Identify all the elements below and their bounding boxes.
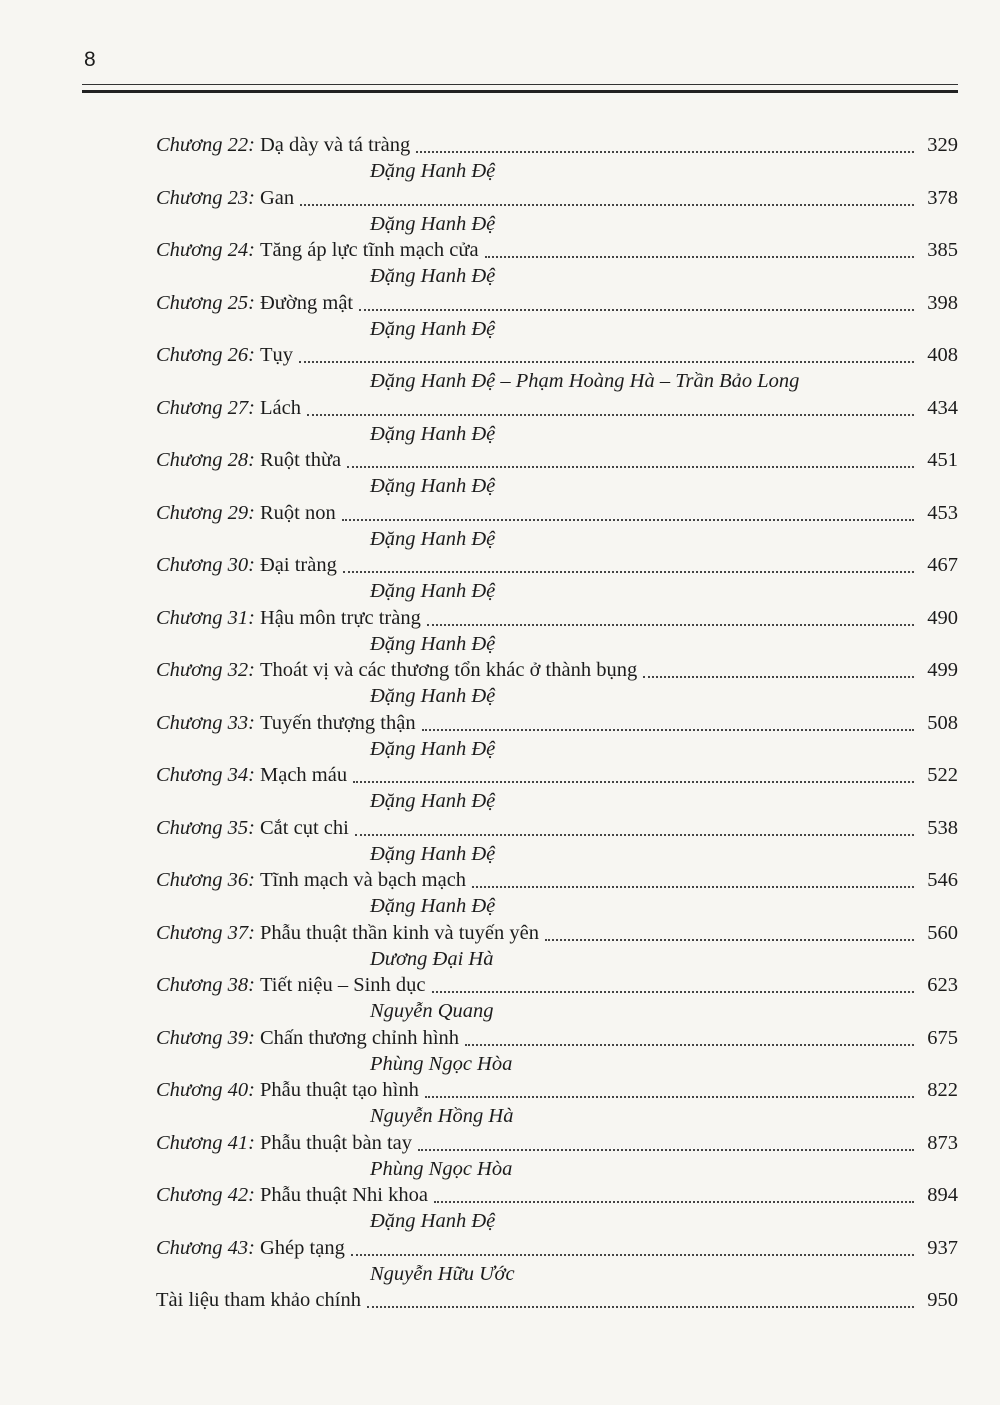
page-number: 8 <box>84 48 96 71</box>
chapter-author: Đặng Hanh Đệ <box>370 790 496 812</box>
chapter-title: Tụy <box>260 344 294 366</box>
chapter-page: 451 <box>927 449 958 471</box>
dot-leader <box>355 834 914 836</box>
toc-line <box>156 920 958 947</box>
chapter-page: 623 <box>927 974 958 996</box>
toc-entry[interactable] <box>156 185 958 238</box>
toc-line <box>156 1130 958 1157</box>
toc-line <box>156 605 958 632</box>
toc-entry[interactable] <box>156 1077 958 1130</box>
toc-entry[interactable] <box>156 920 958 973</box>
toc-line <box>156 1025 958 1052</box>
dot-leader <box>434 1201 914 1203</box>
references-title: Tài liệu tham khảo chính <box>156 1289 361 1311</box>
chapter-author: Đặng Hanh Đệ <box>370 212 496 235</box>
chapter-page: 467 <box>927 554 958 576</box>
chapter-author: Phùng Ngọc Hòa <box>370 1157 513 1180</box>
chapter-page: 894 <box>927 1184 958 1206</box>
chapter-page: 560 <box>927 921 958 944</box>
chapter-title: Lách <box>260 396 301 419</box>
dot-leader <box>299 361 914 363</box>
chapter-label: Chương 35: <box>156 816 255 839</box>
dot-leader <box>472 886 914 888</box>
toc-entry[interactable] <box>156 605 958 658</box>
chapter-label: Chương 28: <box>156 449 255 471</box>
toc-entry[interactable] <box>156 1025 958 1078</box>
chapter-page: 398 <box>927 291 958 314</box>
chapter-label: Chương 41: <box>156 1131 255 1154</box>
chapter-title: Tuyến thượng thận <box>260 711 416 734</box>
toc-entry[interactable] <box>156 1130 958 1183</box>
chapter-label: Chương 23: <box>156 186 255 209</box>
toc-line <box>156 185 958 212</box>
chapter-page: 453 <box>927 501 958 524</box>
chapter-label: Chương 25: <box>156 291 255 314</box>
chapter-page: 508 <box>927 711 958 734</box>
toc-line <box>156 972 958 999</box>
toc-entry[interactable] <box>156 290 958 343</box>
chapter-label: Chương 34: <box>156 764 255 786</box>
chapter-author: Nguyễn Hữu Ước <box>370 1262 515 1285</box>
chapter-label: Chương 31: <box>156 606 255 629</box>
toc-line <box>156 1077 958 1104</box>
chapter-label: Chương 24: <box>156 239 255 261</box>
chapter-author: Đặng Hanh Đệ – Phạm Hoàng Hà – Trần Bảo Long <box>370 370 800 392</box>
chapter-page: 873 <box>927 1131 958 1154</box>
toc-entry[interactable] <box>156 710 958 763</box>
dot-leader <box>359 309 914 311</box>
chapter-label: Chương 37: <box>156 921 255 944</box>
chapter-page: 329 <box>927 134 958 156</box>
toc-line <box>156 395 958 422</box>
header-rule-thick <box>82 90 958 93</box>
chapter-page: 408 <box>927 344 958 366</box>
toc-line <box>156 710 958 737</box>
chapter-label: Chương 27: <box>156 396 255 419</box>
chapter-author: Đặng Hanh Đệ <box>370 317 496 340</box>
chapter-author: Nguyễn Quang <box>370 1000 494 1022</box>
chapter-label: Chương 26: <box>156 344 255 366</box>
chapter-page: 937 <box>927 1236 958 1259</box>
toc-entry[interactable] <box>156 762 958 815</box>
toc-entry[interactable] <box>156 1235 958 1288</box>
toc-line <box>156 657 958 684</box>
dot-leader <box>418 1149 914 1151</box>
chapter-author: Đặng Hanh Đệ <box>370 580 496 602</box>
dot-leader <box>367 1306 914 1308</box>
toc-entry[interactable] <box>156 395 958 448</box>
chapter-page: 822 <box>927 1079 958 1101</box>
dot-leader <box>347 466 914 468</box>
dot-leader <box>353 781 914 783</box>
header-rule-thin <box>82 84 958 85</box>
toc-line <box>156 552 958 579</box>
chapter-label: Chương 33: <box>156 711 255 734</box>
toc-entry[interactable] <box>156 867 958 920</box>
dot-leader <box>342 519 914 521</box>
chapter-author: Nguyễn Hồng Hà <box>370 1105 514 1127</box>
chapter-page: 378 <box>927 186 958 209</box>
chapter-title: Phẫu thuật thần kinh và tuyến yên <box>260 921 539 944</box>
references-page: 950 <box>927 1289 958 1311</box>
dot-leader <box>425 1096 914 1098</box>
chapter-page: 434 <box>927 396 958 419</box>
chapter-title: Ghép tạng <box>260 1236 345 1259</box>
chapter-author: Đặng Hanh Đệ <box>370 1210 496 1232</box>
toc-line <box>156 867 958 894</box>
chapter-title: Thoát vị và các thương tổn khác ở thành bụng <box>260 659 638 681</box>
chapter-title: Ruột thừa <box>260 449 342 471</box>
chapter-label: Chương 40: <box>156 1079 255 1101</box>
chapter-author: Đặng Hanh Đệ <box>370 842 496 865</box>
chapter-title: Tăng áp lực tĩnh mạch cửa <box>260 239 479 261</box>
dot-leader <box>343 571 914 573</box>
chapter-label: Chương 38: <box>156 974 255 996</box>
toc-line <box>156 1235 958 1262</box>
chapter-label: Chương 36: <box>156 869 255 891</box>
chapter-title: Phẫu thuật Nhi khoa <box>260 1184 428 1206</box>
chapter-label: Chương 43: <box>156 1236 255 1259</box>
chapter-title: Đường mật <box>260 291 354 314</box>
references-entry[interactable] <box>156 1287 958 1314</box>
toc-line <box>156 447 958 474</box>
toc-line <box>156 1182 958 1209</box>
toc-entry[interactable] <box>156 657 958 710</box>
toc-line <box>156 815 958 842</box>
chapter-author: Đặng Hanh Đệ <box>370 527 496 550</box>
chapter-title: Dạ dày và tá tràng <box>260 134 411 156</box>
dot-leader <box>432 991 914 993</box>
chapter-title: Tĩnh mạch và bạch mạch <box>260 869 467 891</box>
toc-entry[interactable] <box>156 552 958 605</box>
chapter-author: Đặng Hanh Đệ <box>370 160 496 182</box>
chapter-label: Chương 30: <box>156 554 255 576</box>
toc-entry[interactable] <box>156 447 958 500</box>
dot-leader <box>427 624 914 626</box>
chapter-label: Chương 32: <box>156 659 255 681</box>
toc-entry[interactable] <box>156 1182 958 1235</box>
chapter-author: Đặng Hanh Đệ <box>370 422 496 445</box>
chapter-author: Đặng Hanh Đệ <box>370 895 496 917</box>
chapter-title: Hậu môn trực tràng <box>260 606 421 629</box>
table-of-contents <box>156 132 958 1314</box>
dot-leader <box>545 939 914 941</box>
chapter-page: 538 <box>927 816 958 839</box>
chapter-author: Đặng Hanh Đệ <box>370 632 496 655</box>
toc-line <box>156 237 958 264</box>
toc-entry[interactable] <box>156 815 958 868</box>
toc-entry[interactable] <box>156 237 958 290</box>
chapter-page: 499 <box>927 659 958 681</box>
chapter-author: Phùng Ngọc Hòa <box>370 1052 513 1075</box>
chapter-page: 385 <box>927 239 958 261</box>
dot-leader <box>485 256 914 258</box>
chapter-label: Chương 22: <box>156 134 255 156</box>
chapter-title: Tiết niệu – Sinh dục <box>260 974 426 996</box>
toc-entry[interactable] <box>156 342 958 395</box>
chapter-author: Đặng Hanh Đệ <box>370 475 496 497</box>
dot-leader <box>465 1044 914 1046</box>
chapter-page: 675 <box>927 1026 958 1049</box>
chapter-page: 522 <box>927 764 958 786</box>
chapter-label: Chương 29: <box>156 501 255 524</box>
toc-entry[interactable] <box>156 972 958 1025</box>
dot-leader <box>300 204 914 206</box>
chapter-page: 490 <box>927 606 958 629</box>
dot-leader <box>643 676 914 678</box>
chapter-label: Chương 39: <box>156 1026 255 1049</box>
toc-line <box>156 132 958 159</box>
toc-entry[interactable] <box>156 132 958 185</box>
chapter-label: Chương 42: <box>156 1184 255 1206</box>
chapter-author: Đặng Hanh Đệ <box>370 265 496 287</box>
chapter-title: Gan <box>260 186 295 209</box>
dot-leader <box>307 414 914 416</box>
chapter-title: Chấn thương chỉnh hình <box>260 1026 460 1049</box>
dot-leader <box>351 1254 914 1256</box>
toc-line <box>156 500 958 527</box>
chapter-author: Dương Đại Hà <box>370 947 494 970</box>
toc-line <box>156 290 958 317</box>
chapter-author: Đặng Hanh Đệ <box>370 737 496 760</box>
chapter-title: Cắt cụt chi <box>260 816 349 839</box>
toc-line <box>156 342 958 369</box>
chapter-author: Đặng Hanh Đệ <box>370 685 496 707</box>
chapter-title: Đại tràng <box>260 554 337 576</box>
chapter-title: Mạch máu <box>260 764 348 786</box>
toc-line <box>156 762 958 789</box>
chapter-title: Phẫu thuật bàn tay <box>260 1131 413 1154</box>
chapter-title: Ruột non <box>260 501 336 524</box>
chapter-page: 546 <box>927 869 958 891</box>
dot-leader <box>422 729 914 731</box>
toc-entry[interactable] <box>156 500 958 553</box>
dot-leader <box>416 151 914 153</box>
chapter-title: Phẫu thuật tạo hình <box>260 1079 419 1101</box>
